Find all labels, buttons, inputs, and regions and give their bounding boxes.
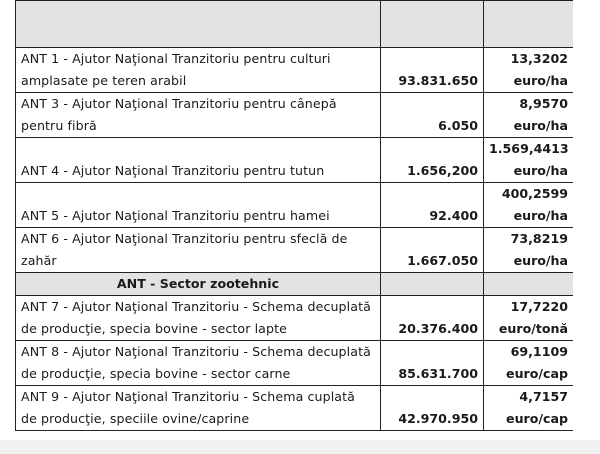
rate-cell — [484, 48, 574, 93]
measure-name: ANT 7 - Ajutor Naţional Tranzitoriu - Schema decuplată de producţie, specia bovine - sector lapte — [16, 296, 381, 341]
header-cell — [381, 1, 484, 48]
amount-value: 1.667.050 — [381, 228, 484, 273]
table-row — [16, 183, 574, 228]
rate-value: 8,9570 — [519, 96, 568, 111]
rate-cell — [484, 341, 574, 386]
amount-value: 1.656,200 — [381, 138, 484, 183]
header-cell — [484, 1, 574, 48]
rate-cell — [484, 183, 574, 228]
rate-value: 69,1109 — [510, 344, 568, 359]
sector-header-row — [16, 273, 574, 296]
rate-unit: euro/ha — [513, 208, 568, 223]
measure-name: ANT 9 - Ajutor Naţional Tranzitoriu - Schema cuplată de producţie, speciile ovine/caprine — [16, 386, 381, 431]
rate-unit: euro/tonă — [498, 321, 568, 336]
rate-unit: euro/cap — [506, 411, 568, 426]
rate-value: 1.569,4413 — [489, 141, 569, 156]
rate-cell — [484, 93, 574, 138]
table-header-row — [16, 1, 574, 48]
table-row — [16, 296, 574, 341]
rate-cell — [484, 138, 574, 183]
measure-name: ANT 6 - Ajutor Naţional Tranzitoriu pentru sfeclă de zahăr — [16, 228, 381, 273]
document-page — [15, 0, 573, 440]
rate-cell — [484, 228, 574, 273]
rate-unit: euro/ha — [513, 253, 568, 268]
table-row — [16, 341, 574, 386]
measure-name: ANT 3 - Ajutor Naţional Tranzitoriu pentru cânepă pentru fibră — [16, 93, 381, 138]
rate-value: 73,8219 — [510, 231, 568, 246]
rate-value: 400,2599 — [501, 186, 568, 201]
amount-value: 93.831.650 — [381, 48, 484, 93]
rate-value: 4,7157 — [519, 389, 568, 404]
rate-value: 13,3202 — [510, 51, 568, 66]
rate-unit: euro/cap — [506, 366, 568, 381]
rate-unit: euro/ha — [513, 118, 568, 133]
table-row — [16, 386, 574, 431]
sector-title: ANT - Sector zootehnic — [16, 273, 381, 296]
rate-unit: euro/ha — [513, 163, 568, 178]
header-cell — [16, 1, 381, 48]
amount-value: 6.050 — [381, 93, 484, 138]
rate-cell — [484, 296, 574, 341]
rate-unit: euro/ha — [513, 73, 568, 88]
table-row — [16, 138, 574, 183]
amount-value: 42.970.950 — [381, 386, 484, 431]
measure-name: ANT 8 - Ajutor Naţional Tranzitoriu - Schema decuplată de producţie, specia bovine - sector carne — [16, 341, 381, 386]
sector-empty-cell — [484, 273, 574, 296]
table-row — [16, 48, 574, 93]
rate-cell — [484, 386, 574, 431]
sector-empty-cell — [381, 273, 484, 296]
table-row — [16, 93, 574, 138]
measure-name: ANT 4 - Ajutor Naţional Tranzitoriu pentru tutun — [16, 138, 381, 183]
page-footer-bar — [0, 440, 600, 454]
measure-name: ANT 5 - Ajutor Naţional Tranzitoriu pentru hamei — [16, 183, 381, 228]
rate-value: 17,7220 — [510, 299, 568, 314]
measure-name: ANT 1 - Ajutor Naţional Tranzitoriu pentru culturi amplasate pe teren arabil — [16, 48, 381, 93]
amount-value: 92.400 — [381, 183, 484, 228]
amount-value: 20.376.400 — [381, 296, 484, 341]
payments-table — [15, 0, 573, 431]
amount-value: 85.631.700 — [381, 341, 484, 386]
table-row — [16, 228, 574, 273]
